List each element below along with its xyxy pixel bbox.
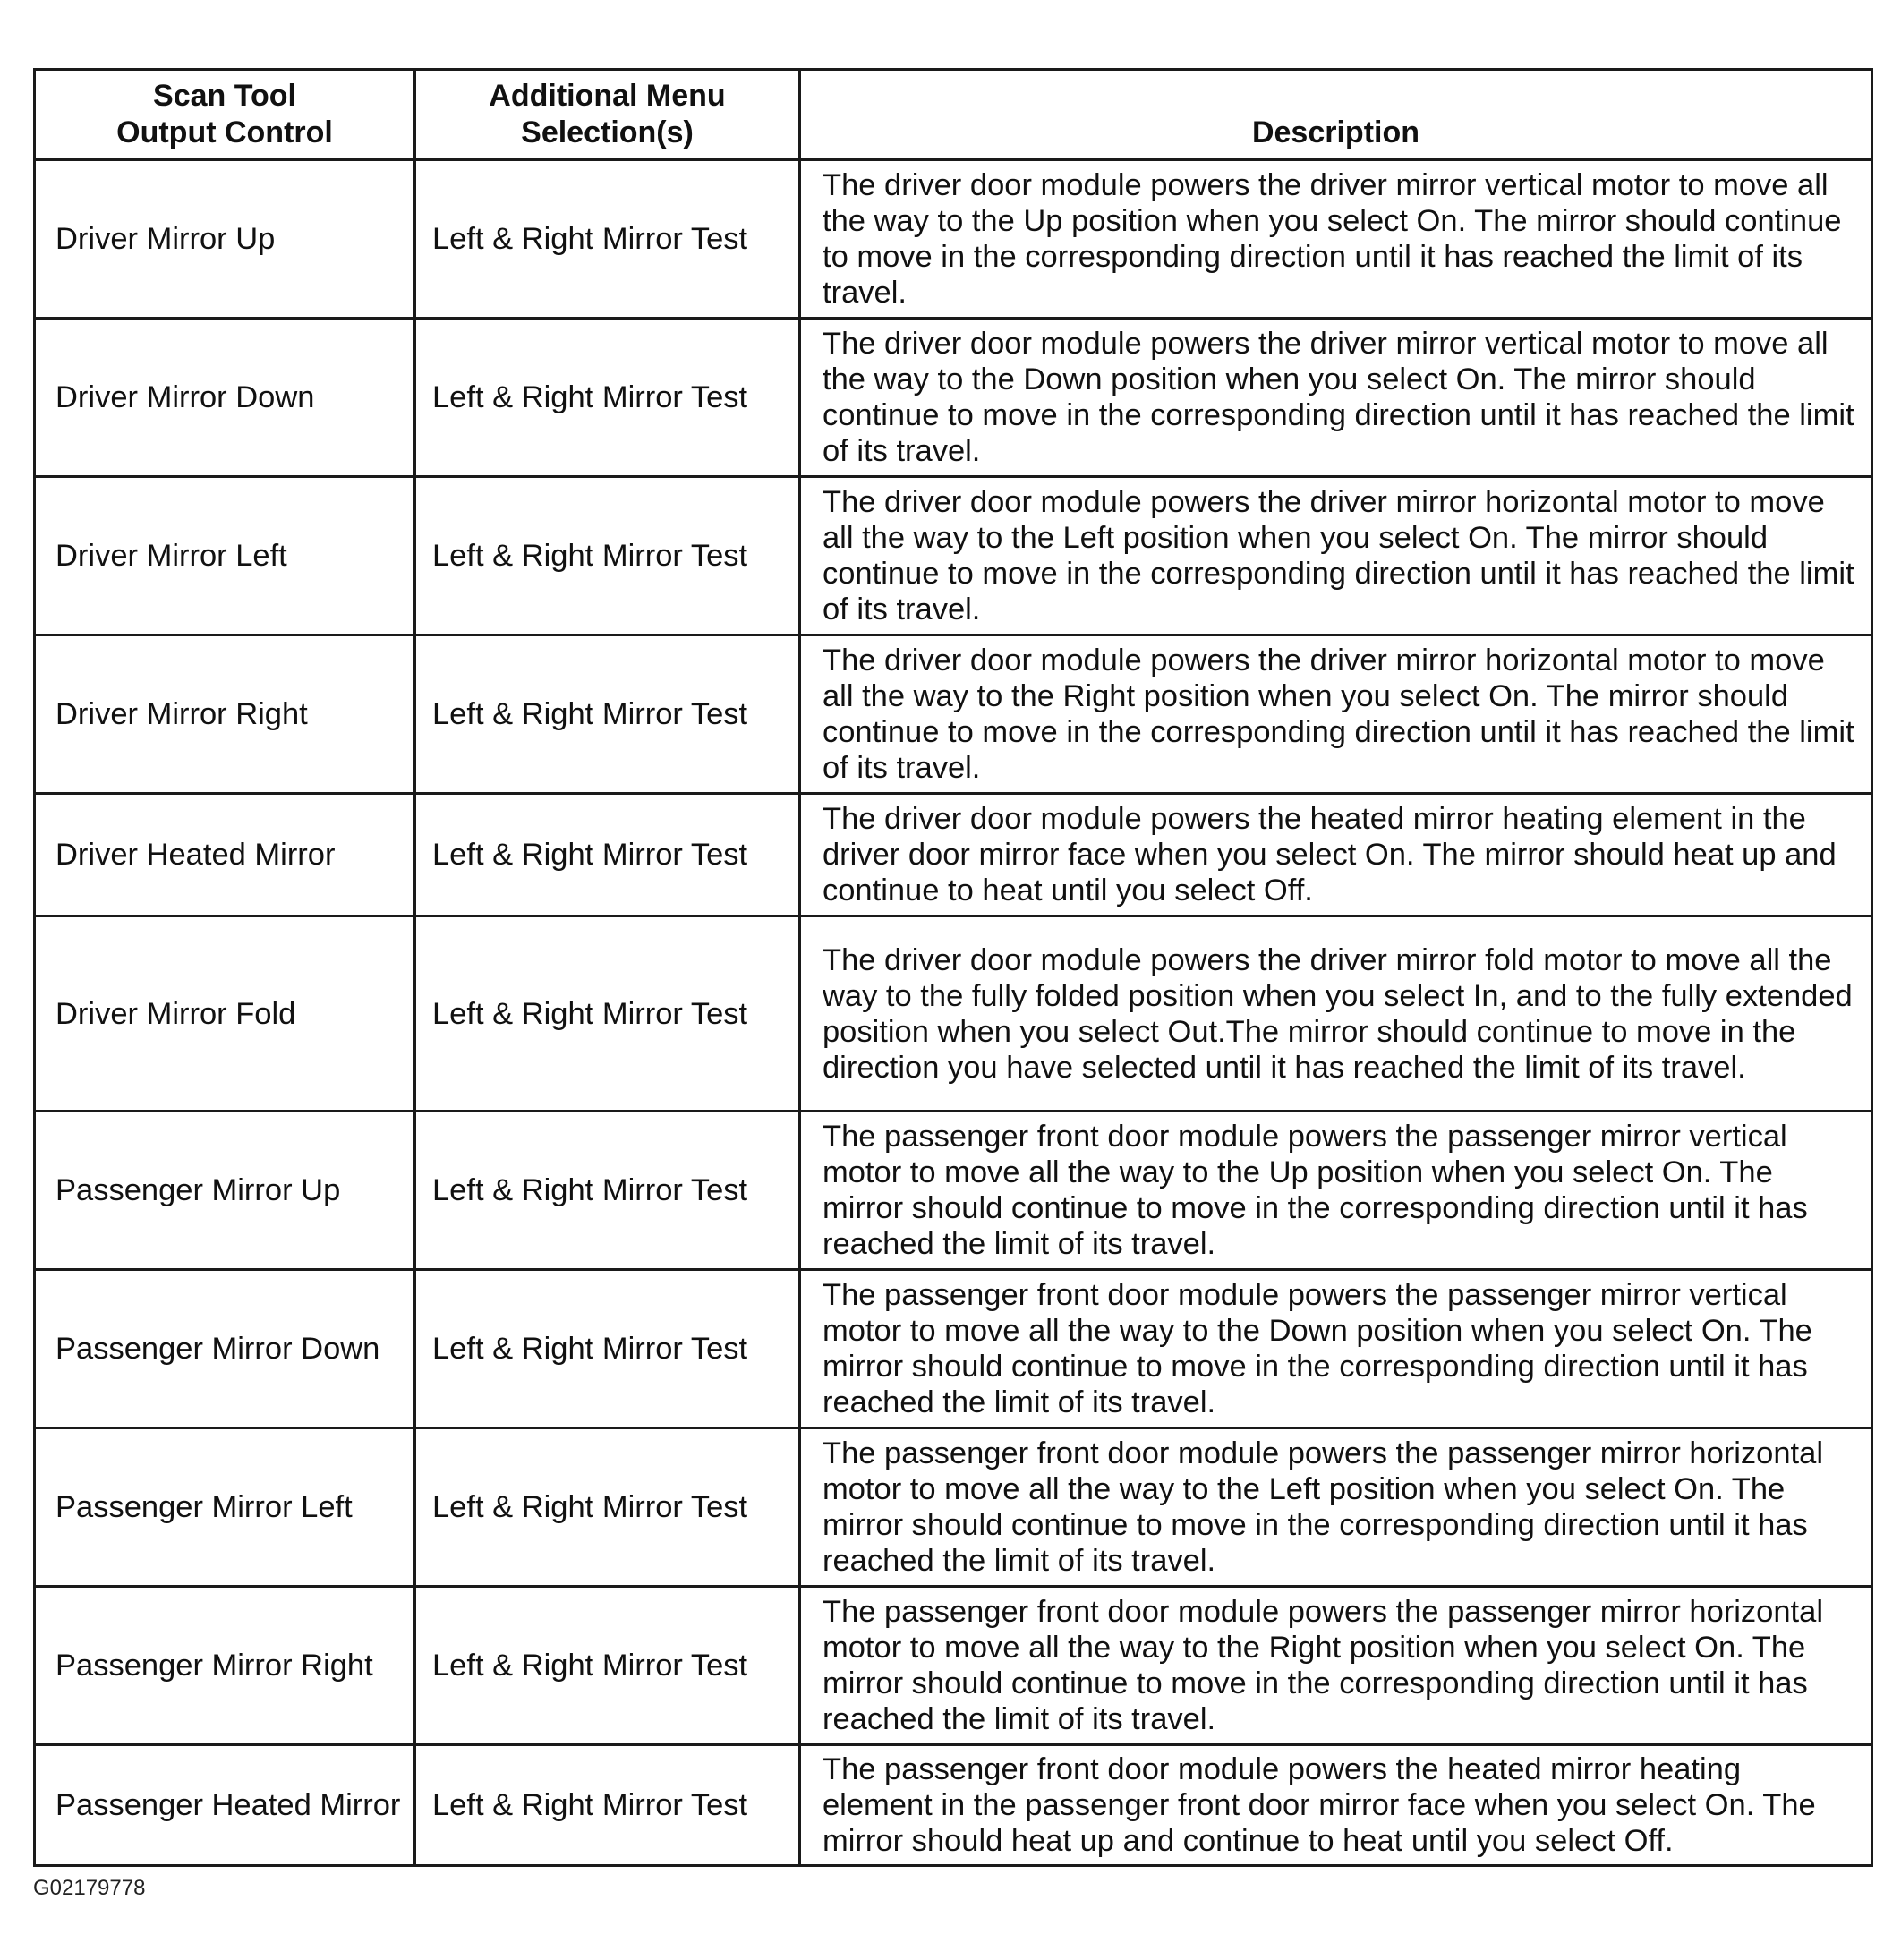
header-menu-selection-line2: Selection(s) bbox=[521, 115, 694, 149]
output-control-cell: Passenger Heated Mirror bbox=[35, 1745, 415, 1866]
output-control-cell: Passenger Mirror Down bbox=[35, 1270, 415, 1428]
table-row bbox=[35, 1270, 1872, 1428]
table-row bbox=[35, 160, 1872, 319]
output-control-cell: Driver Mirror Fold bbox=[35, 916, 415, 1112]
header-output-control-line2: Output Control bbox=[116, 115, 333, 149]
menu-selection-cell: Left & Right Mirror Test bbox=[415, 635, 800, 794]
description-cell: The passenger front door module powers the passenger mirror vertical motor to move all the way to the Up position when you select On. The mirror should continue to move in the corresponding direction until it has reached the limit of its travel. bbox=[800, 1112, 1872, 1270]
description-cell: The driver door module powers the driver mirror vertical motor to move all the way to the Up position when you select On. The mirror should continue to move in the corresponding direction until it has reached the limit of its travel. bbox=[800, 160, 1872, 319]
description-cell: The driver door module powers the driver mirror fold motor to move all the way to the fully folded position when you select In, and to the fully extended position when you select Out.The mirror should continue to move in the direction you have selected until it has reached the limit of its travel. bbox=[800, 916, 1872, 1112]
output-control-table bbox=[33, 68, 1873, 1867]
output-control-cell: Driver Heated Mirror bbox=[35, 794, 415, 916]
output-control-cell: Passenger Mirror Right bbox=[35, 1587, 415, 1745]
table-row bbox=[35, 916, 1872, 1112]
output-control-cell: Driver Mirror Up bbox=[35, 160, 415, 319]
header-menu-selection bbox=[415, 70, 800, 160]
output-control-cell: Driver Mirror Right bbox=[35, 635, 415, 794]
menu-selection-cell: Left & Right Mirror Test bbox=[415, 794, 800, 916]
menu-selection-cell: Left & Right Mirror Test bbox=[415, 916, 800, 1112]
output-control-cell: Passenger Mirror Up bbox=[35, 1112, 415, 1270]
table-row bbox=[35, 1587, 1872, 1745]
output-control-cell: Driver Mirror Left bbox=[35, 477, 415, 635]
menu-selection-cell: Left & Right Mirror Test bbox=[415, 477, 800, 635]
table-row bbox=[35, 1745, 1872, 1866]
table-row bbox=[35, 319, 1872, 477]
output-control-cell: Driver Mirror Down bbox=[35, 319, 415, 477]
output-control-cell: Passenger Mirror Left bbox=[35, 1428, 415, 1587]
header-description: Description bbox=[800, 70, 1872, 160]
description-cell: The driver door module powers the driver mirror vertical motor to move all the way to the Down position when you select On. The mirror should continue to move in the corresponding direction until it has reached the limit of its travel. bbox=[800, 319, 1872, 477]
menu-selection-cell: Left & Right Mirror Test bbox=[415, 319, 800, 477]
description-cell: The passenger front door module powers the passenger mirror horizontal motor to move all the way to the Right position when you select On. The mirror should continue to move in the corresponding direction until it has reached the limit of its travel. bbox=[800, 1587, 1872, 1745]
menu-selection-cell: Left & Right Mirror Test bbox=[415, 1745, 800, 1866]
description-cell: The passenger front door module powers the passenger mirror vertical motor to move all the way to the Down position when you select On. The mirror should continue to move in the corresponding direction until it has reached the limit of its travel. bbox=[800, 1270, 1872, 1428]
table-row bbox=[35, 1112, 1872, 1270]
description-cell: The driver door module powers the driver mirror horizontal motor to move all the way to the Left position when you select On. The mirror should continue to move in the corresponding direction until it has reached the limit of its travel. bbox=[800, 477, 1872, 635]
menu-selection-cell: Left & Right Mirror Test bbox=[415, 1270, 800, 1428]
description-cell: The passenger front door module powers the passenger mirror horizontal motor to move all the way to the Left position when you select On. The mirror should continue to move in the corresponding direction until it has reached the limit of its travel. bbox=[800, 1428, 1872, 1587]
table-row bbox=[35, 794, 1872, 916]
figure-id-label: G02179778 bbox=[33, 1876, 146, 1900]
description-cell: The driver door module powers the heated mirror heating element in the driver door mirror face when you select On. The mirror should heat up and continue to heat until you select Off. bbox=[800, 794, 1872, 916]
output-control-table-wrapper bbox=[33, 68, 1871, 1867]
header-output-control bbox=[35, 70, 415, 160]
menu-selection-cell: Left & Right Mirror Test bbox=[415, 1587, 800, 1745]
table-header-row bbox=[35, 70, 1872, 160]
description-cell: The passenger front door module powers the heated mirror heating element in the passenger front door mirror face when you select On. The mirror should heat up and continue to heat until you select Off. bbox=[800, 1745, 1872, 1866]
table-row bbox=[35, 1428, 1872, 1587]
menu-selection-cell: Left & Right Mirror Test bbox=[415, 160, 800, 319]
description-cell: The driver door module powers the driver mirror horizontal motor to move all the way to the Right position when you select On. The mirror should continue to move in the corresponding direction until it has reached the limit of its travel. bbox=[800, 635, 1872, 794]
header-menu-selection-line1: Additional Menu bbox=[489, 79, 726, 113]
table-row bbox=[35, 635, 1872, 794]
table-row bbox=[35, 477, 1872, 635]
header-output-control-line1: Scan Tool bbox=[153, 79, 296, 113]
menu-selection-cell: Left & Right Mirror Test bbox=[415, 1112, 800, 1270]
menu-selection-cell: Left & Right Mirror Test bbox=[415, 1428, 800, 1587]
